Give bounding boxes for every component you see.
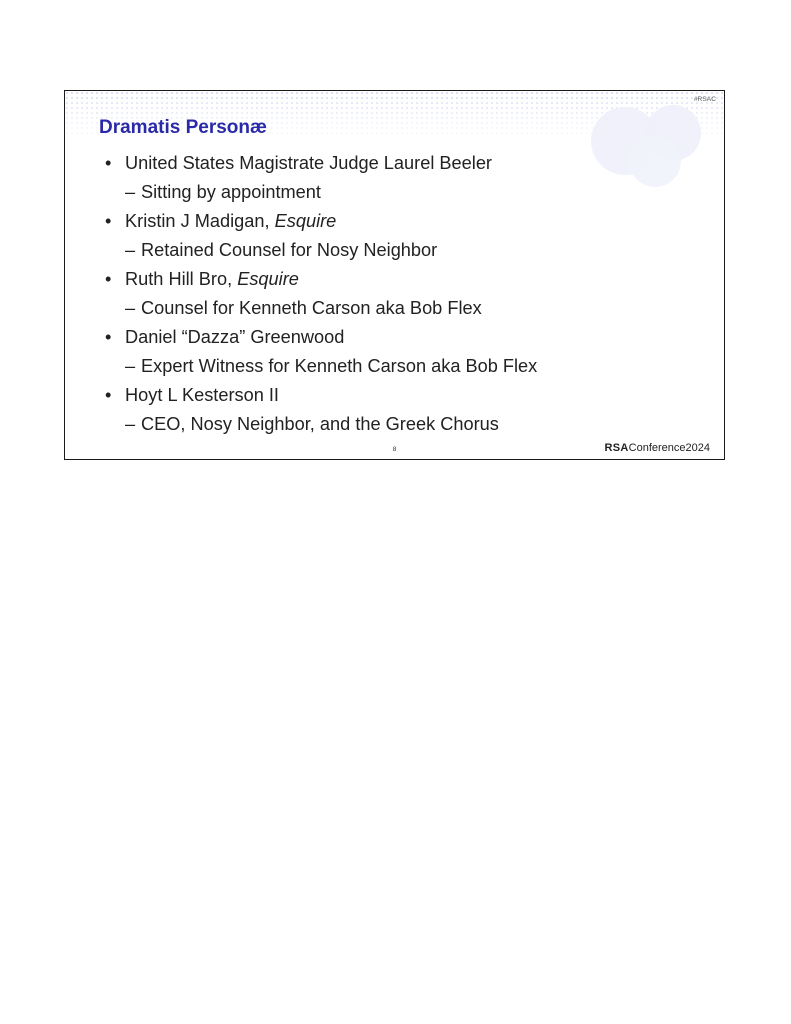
- dash-icon: –: [125, 414, 136, 434]
- list-item: [105, 267, 704, 291]
- list-item-text: Kristin J Madigan,: [125, 211, 275, 231]
- list-subitem-text: Sitting by appointment: [141, 182, 321, 202]
- list-item-text: United States Magistrate Judge Laurel Beeler: [125, 153, 492, 173]
- list-item: [105, 151, 704, 175]
- list-subitem-text: Counsel for Kenneth Carson aka Bob Flex: [141, 298, 482, 318]
- bullet-icon: •: [105, 269, 112, 289]
- list-item: [105, 325, 704, 349]
- list-subitem: [105, 238, 704, 262]
- dash-icon: –: [125, 182, 136, 202]
- brand-year: 2024: [685, 442, 710, 454]
- list-subitem-text: Expert Witness for Kenneth Carson aka Bob Flex: [141, 356, 538, 376]
- bullet-icon: •: [105, 385, 112, 405]
- list-subitem: [105, 354, 704, 378]
- slide: [64, 90, 725, 460]
- list-item-italic-text: Esquire: [237, 269, 299, 289]
- bullet-icon: •: [105, 211, 112, 231]
- list-item-text: Daniel “Dazza” Greenwood: [125, 327, 345, 347]
- list-item: [105, 209, 704, 233]
- slide-title: Dramatis Personæ: [99, 117, 267, 138]
- bullet-icon: •: [105, 153, 112, 173]
- dash-icon: –: [125, 298, 136, 318]
- hashtag-label: #RSAC: [693, 96, 716, 103]
- brand-rsa: RSA: [604, 442, 629, 454]
- bullet-list: [105, 151, 704, 436]
- list-subitem: [105, 296, 704, 320]
- page-number: 8: [392, 446, 397, 453]
- list-subitem: [105, 180, 704, 204]
- list-item-text: Ruth Hill Bro,: [125, 269, 238, 289]
- list-item: [105, 383, 704, 407]
- rsa-conference-logo: [605, 442, 710, 454]
- list-subitem: [105, 412, 704, 436]
- list-subitem-text: Retained Counsel for Nosy Neighbor: [141, 240, 438, 260]
- dash-icon: –: [125, 240, 136, 260]
- dash-icon: –: [125, 356, 136, 376]
- list-item-text: Hoyt L Kesterson II: [125, 385, 279, 405]
- list-item-italic-text: Esquire: [274, 211, 337, 231]
- list-subitem-text: CEO, Nosy Neighbor, and the Greek Chorus: [141, 414, 499, 434]
- bullet-icon: •: [105, 327, 112, 347]
- brand-conference: Conference: [628, 442, 686, 454]
